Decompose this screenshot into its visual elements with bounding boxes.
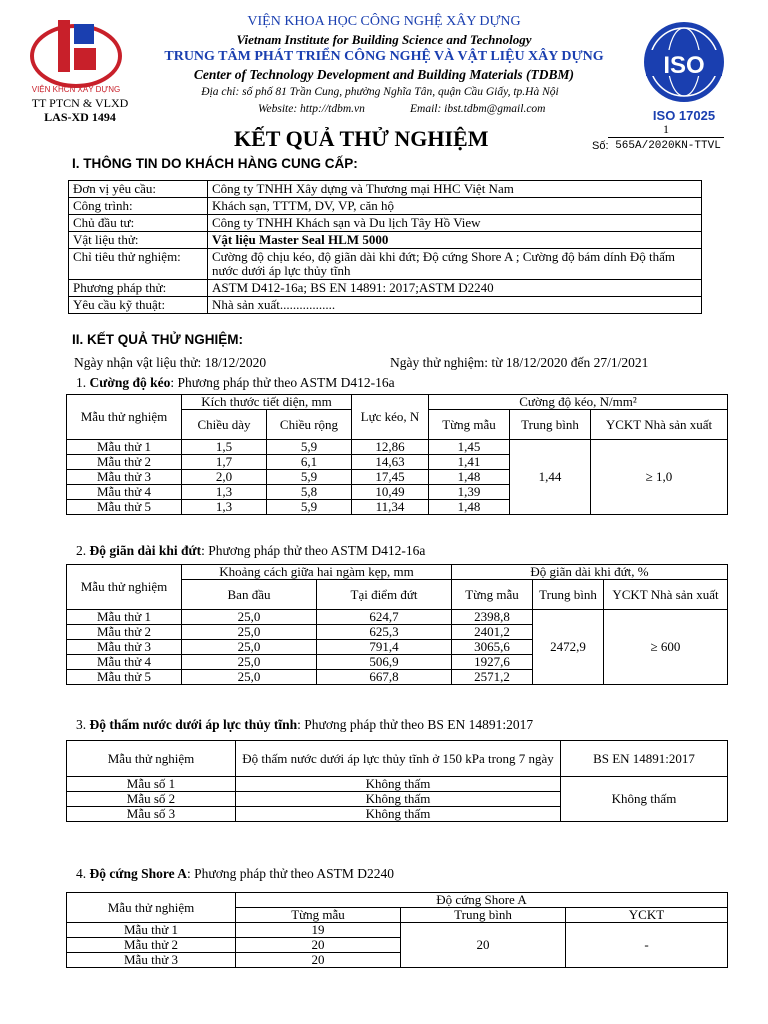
center-vn: TRUNG TÂM PHÁT TRIỂN CÔNG NGHỆ VÀ VẬT LIỆU XÂY DỰNG	[164, 49, 604, 64]
t1-rows-4-each: 1,48	[429, 500, 510, 515]
t1-rows-2-force: 17,45	[352, 470, 429, 485]
t2-rows-1-initial: 25,0	[182, 625, 317, 640]
received-date: Ngày nhận vật liệu thử: 18/12/2020	[74, 355, 267, 370]
t2-title-rest: : Phương pháp thử theo ASTM D412-16a	[201, 543, 426, 558]
t3-std-value: Không thấm	[561, 777, 728, 822]
t1-rows-3-thick: 1,3	[182, 485, 267, 500]
client-info-table	[68, 180, 702, 314]
t1-avg: 1,44	[510, 440, 591, 515]
t2-num: 2.	[76, 543, 87, 558]
section1-rows-1-label: Công trình:	[69, 198, 208, 215]
t2-rows-2-break: 791,4	[317, 640, 452, 655]
t4-rows-2-name: Mẫu thử 3	[67, 953, 236, 968]
t2-h-each: Từng mẫu	[452, 580, 533, 610]
t1-h-dim: Kích thước tiết diện, mm	[182, 395, 352, 410]
t1-h-thick: Chiều dày	[182, 410, 267, 440]
t1-rows-4-name: Mẫu thử 5	[67, 500, 182, 515]
t2-rows-4-break: 667,8	[317, 670, 452, 685]
t4-rows-1-each: 20	[236, 938, 401, 953]
t2-h-sample: Mẫu thử nghiệm	[67, 565, 182, 610]
email: Email: ibst.tdbm@gmail.com	[410, 103, 546, 115]
t1-h-sample: Mẫu thử nghiệm	[67, 395, 182, 440]
section1-rows-3-label: Vật liệu thử:	[69, 232, 208, 249]
t1-rows-1-force: 14,63	[352, 455, 429, 470]
lab-name: TT PTCN & VLXD	[31, 96, 129, 110]
t1-rows-1-width: 6,1	[267, 455, 352, 470]
section1-rows-2-label: Chủ đầu tư:	[69, 215, 208, 232]
t2-rows-3-initial: 25,0	[182, 655, 317, 670]
t2-rows-0-name: Mẫu thử 1	[67, 610, 182, 625]
t4-avg: 20	[401, 923, 566, 968]
t4-rows-1-name: Mẫu thử 2	[67, 938, 236, 953]
so-page: 1	[608, 122, 724, 138]
test-date: Ngày thử nghiệm: từ 18/12/2020 đến 27/1/2021	[390, 355, 649, 370]
t3-rows-0-name: Mẫu số 1	[67, 777, 236, 792]
institute-en: Vietnam Institute for Building Science and Technology	[236, 32, 532, 47]
t2-rows-3-break: 506,9	[317, 655, 452, 670]
permeability-table	[66, 740, 728, 822]
t2-rows-2-name: Mẫu thử 3	[67, 640, 182, 655]
t1-rows-4-width: 5,9	[267, 500, 352, 515]
institute-vn: VIỆN KHOA HỌC CÔNG NGHỆ XÂY DỰNG	[247, 14, 521, 29]
t2-rows-1-name: Mẫu thử 2	[67, 625, 182, 640]
tensile-table	[66, 394, 728, 515]
t2-rows-2-initial: 25,0	[182, 640, 317, 655]
t1-rows-2-each: 1,48	[429, 470, 510, 485]
t1-rows-1-name: Mẫu thử 2	[67, 455, 182, 470]
section1-rows-4-label: Chỉ tiêu thử nghiệm:	[69, 249, 208, 280]
elongation-table	[66, 564, 728, 685]
t4-h-hard: Độ cứng Shore A	[236, 893, 728, 908]
iso-number: ISO 17025	[652, 108, 716, 123]
t1-h-each: Từng mẫu	[429, 410, 510, 440]
t2-h-initial: Ban đầu	[182, 580, 317, 610]
t2-rows-4-each: 2571,2	[452, 670, 533, 685]
section1-rows-6-value: Nhà sản xuất.................	[208, 297, 702, 314]
t3-rows-0-value: Không thấm	[236, 777, 561, 792]
t4-rows-0-name: Mẫu thử 1	[67, 923, 236, 938]
t2-rows-0-break: 624,7	[317, 610, 452, 625]
t1-rows-4-thick: 1,3	[182, 500, 267, 515]
t4-req: -	[566, 923, 728, 968]
iso-text: ISO	[663, 52, 705, 79]
section2-heading: II. KẾT QUẢ THỬ NGHIỆM:	[72, 332, 243, 347]
t2-h-break: Tại điểm đứt	[317, 580, 452, 610]
t1-h-strength: Cường độ kéo, N/mm²	[429, 395, 728, 410]
section1-rows-0-value: Công ty TNHH Xây dựng và Thương mại HHC Việt Nam	[208, 181, 702, 198]
t1-rows-1-each: 1,41	[429, 455, 510, 470]
so-number: 565A/2020KN-TTVL	[615, 140, 721, 152]
t4-h-each: Từng mẫu	[236, 908, 401, 923]
t1-h-req: YCKT Nhà sản xuất	[591, 410, 728, 440]
t3-rows-1-name: Mẫu số 2	[67, 792, 236, 807]
t2-rows-4-name: Mẫu thử 5	[67, 670, 182, 685]
section1-rows-5-label: Phương pháp thử:	[69, 280, 208, 297]
t4-title	[76, 866, 394, 882]
section1-rows-4-value: Cường độ chịu kéo, độ giãn dài khi đứt; Độ cứng Shore A ; Cường độ bám dính Độ thấm nước dưới áp lực thủy tĩnh	[208, 249, 702, 280]
t4-rows-0-each: 19	[236, 923, 401, 938]
t1-title-rest: : Phương pháp thử theo ASTM D412-16a	[170, 375, 395, 390]
t1-title-bold: Cường độ kéo	[89, 375, 171, 390]
t1-rows-0-force: 12,86	[352, 440, 429, 455]
t3-title-rest: : Phương pháp thử theo BS EN 14891:2017	[297, 717, 534, 732]
t1-rows-0-each: 1,45	[429, 440, 510, 455]
t1-req: ≥ 1,0	[591, 440, 728, 515]
t2-title	[76, 543, 425, 559]
lab-code: LAS-XD 1494	[44, 110, 116, 124]
t2-rows-4-initial: 25,0	[182, 670, 317, 685]
hardness-table	[66, 892, 728, 968]
t1-h-force: Lực kéo, N	[352, 395, 429, 440]
t2-h-dist: Khoảng cách giữa hai ngàm kẹp, mm	[182, 565, 452, 580]
t2-avg: 2472,9	[533, 610, 604, 685]
t2-rows-3-name: Mẫu thử 4	[67, 655, 182, 670]
doc-title: KẾT QUẢ THỬ NGHIỆM	[234, 126, 489, 151]
t3-h-perm: Độ thấm nước dưới áp lực thủy tĩnh ở 150 kPa trong 7 ngày	[236, 741, 561, 777]
t3-rows-1-value: Không thấm	[236, 792, 561, 807]
t1-rows-0-name: Mẫu thử 1	[67, 440, 182, 455]
t1-rows-3-name: Mẫu thử 4	[67, 485, 182, 500]
t2-rows-3-each: 1927,6	[452, 655, 533, 670]
t2-rows-0-each: 2398,8	[452, 610, 533, 625]
t2-title-bold: Độ giãn dài khi đứt	[89, 543, 202, 558]
t3-h-std: BS EN 14891:2017	[561, 741, 728, 777]
t4-num: 4.	[76, 866, 87, 881]
t1-rows-0-thick: 1,5	[182, 440, 267, 455]
t1-rows-3-each: 1,39	[429, 485, 510, 500]
t4-title-rest: : Phương pháp thử theo ASTM D2240	[187, 866, 395, 881]
t3-title	[76, 717, 533, 733]
section1-rows-5-value: ASTM D412-16a; BS EN 14891: 2017;ASTM D2240	[208, 280, 702, 297]
logo-caption: VIỆN KHCN XÂY DỰNG	[31, 85, 121, 94]
t1-rows-4-force: 11,34	[352, 500, 429, 515]
t1-rows-2-name: Mẫu thử 3	[67, 470, 182, 485]
t1-rows-1-thick: 1,7	[182, 455, 267, 470]
t2-rows-0-initial: 25,0	[182, 610, 317, 625]
t1-rows-2-width: 5,9	[267, 470, 352, 485]
t4-rows-2-each: 20	[236, 953, 401, 968]
section1-rows-3-value: Vật liệu Master Seal HLM 5000	[208, 232, 702, 249]
section1-rows-2-value: Công ty TNHH Khách sạn và Du lịch Tây Hồ View	[208, 215, 702, 232]
section1-heading: I. THÔNG TIN DO KHÁCH HÀNG CUNG CẤP:	[72, 156, 358, 171]
t2-h-elong: Độ giãn dài khi đứt, %	[452, 565, 728, 580]
center-en: Center of Technology Development and Building Materials (TDBM)	[193, 67, 575, 82]
section1-rows-0-label: Đơn vị yêu cầu:	[69, 181, 208, 198]
t4-h-req: YCKT	[566, 908, 728, 923]
t3-rows-2-value: Không thấm	[236, 807, 561, 822]
t1-rows-3-width: 5,8	[267, 485, 352, 500]
website: Website: http://tdbm.vn	[258, 103, 365, 115]
t4-h-sample: Mẫu thử nghiệm	[67, 893, 236, 923]
section1-rows-6-label: Yêu cầu kỹ thuật:	[69, 297, 208, 314]
t2-h-req: YCKT Nhà sản xuất	[604, 580, 728, 610]
t3-h-sample: Mẫu thử nghiệm	[67, 741, 236, 777]
t2-rows-2-each: 3065,6	[452, 640, 533, 655]
t3-title-bold: Độ thấm nước dưới áp lực thủy tĩnh	[89, 717, 298, 732]
t1-num: 1.	[76, 375, 87, 390]
t1-rows-3-force: 10,49	[352, 485, 429, 500]
section1-rows-1-value: Khách sạn, TTTM, DV, VP, căn hộ	[208, 198, 702, 215]
t2-h-avg: Trung bình	[533, 580, 604, 610]
t1-h-width: Chiều rộng	[267, 410, 352, 440]
t1-title	[76, 375, 395, 391]
t2-req: ≥ 600	[604, 610, 728, 685]
t4-title-bold: Độ cứng Shore A	[89, 866, 187, 881]
t1-rows-2-thick: 2,0	[182, 470, 267, 485]
t1-h-avg: Trung bình	[510, 410, 591, 440]
t1-rows-0-width: 5,9	[267, 440, 352, 455]
t3-num: 3.	[76, 717, 87, 732]
t3-rows-2-name: Mẫu số 3	[67, 807, 236, 822]
address: Địa chỉ: số phố 81 Trần Cung, phường Nghĩa Tân, quận Cầu Giấy, tp.Hà Nội	[201, 86, 559, 98]
t2-rows-1-break: 625,3	[317, 625, 452, 640]
so-label: Số:	[592, 140, 609, 152]
iso-logo	[638, 20, 730, 124]
t4-h-avg: Trung bình	[401, 908, 566, 923]
t2-rows-1-each: 2401,2	[452, 625, 533, 640]
